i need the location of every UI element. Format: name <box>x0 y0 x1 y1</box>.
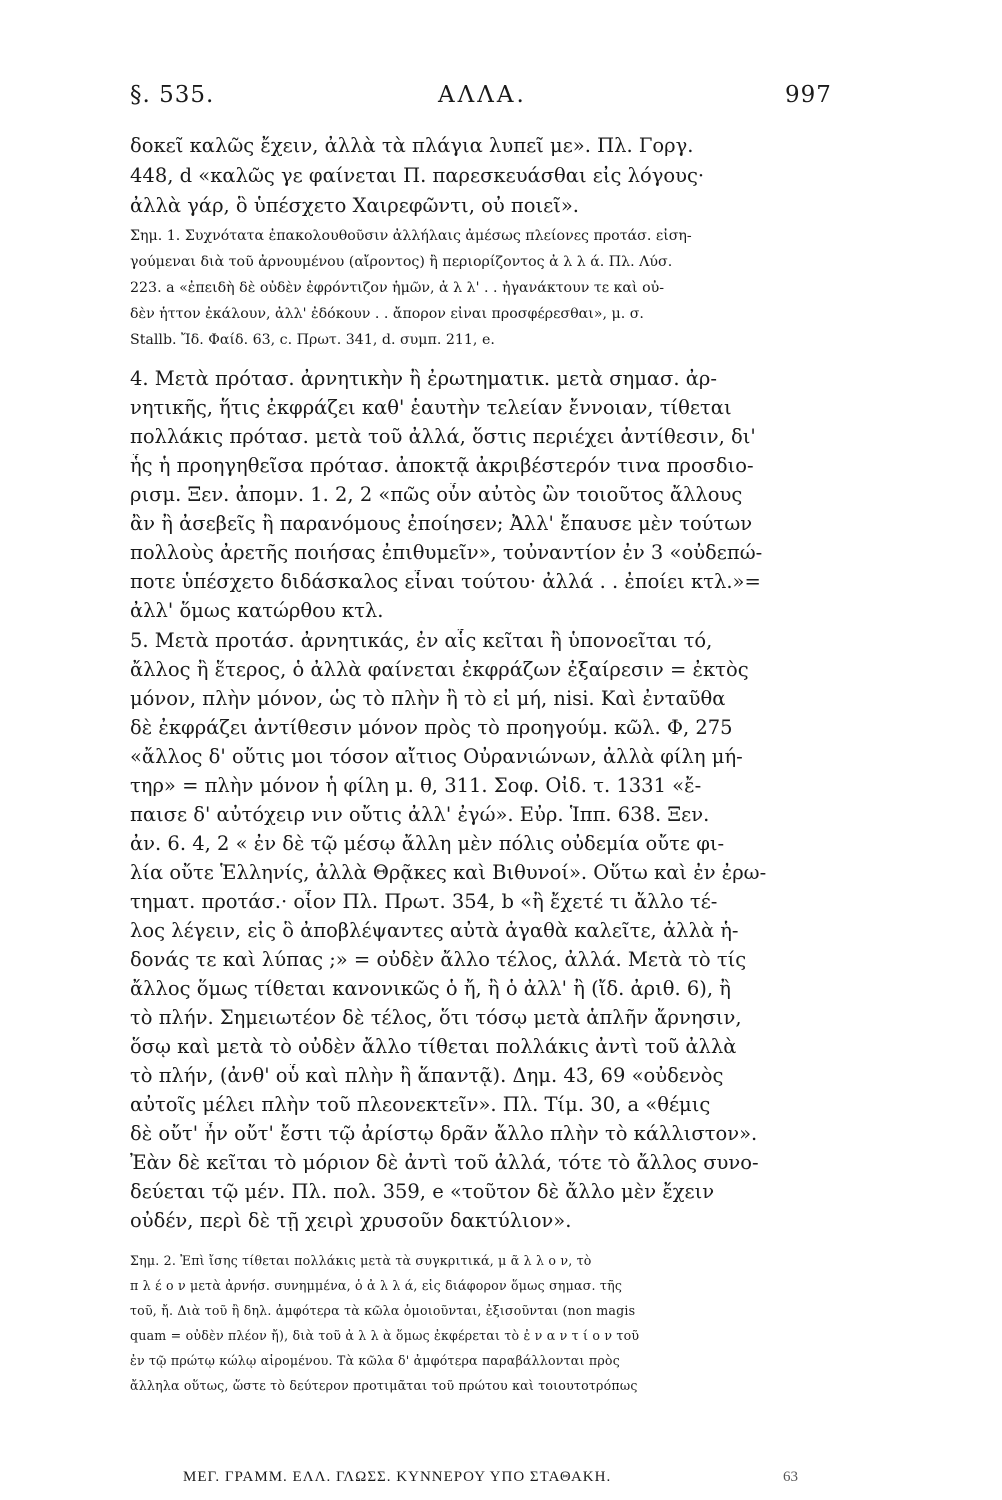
text-line: 4. Μετὰ πρότασ. ἀρνητικὴν ἢ ἐρωτηματικ. μετὰ σημασ. ἀρ- <box>130 367 717 390</box>
note-line: Σημ. 1. Συχνότατα ἐπακολουθοῦσιν ἀλλήλαις ἀμέσως πλείονες προτάσ. εἰση- <box>130 228 692 244</box>
text-line: ἂν ἢ ἀσεβεῖς ἢ παρανόμους ἐποίησεν; Ἀλλ' ἔπαυσε μὲν τούτων <box>130 512 753 535</box>
text-line: ἧς ἡ προηγηθεῖσα πρότασ. ἀποκτᾷ ἀκριβέστερόν τινα προσδιο- <box>130 454 754 477</box>
section-number: §. 535. <box>130 82 215 108</box>
text-line: πολλοὺς ἀρετῆς ποιήσας ἐπιθυμεῖν», τοὐναντίον ἐν 3 «οὐδεπώ- <box>130 541 763 564</box>
note-line: ἐν τῷ πρώτῳ κώλῳ αἱρομένου. Τὰ κῶλα δ' ἀμφότερα παραβάλλονται πρὸς <box>130 1353 620 1368</box>
text-line: μόνον, πλὴν μόνον, ὡς τὸ πλὴν ἢ τὸ εἰ μή, nisi. Καὶ ἐνταῦθα <box>130 687 726 710</box>
text-line: ἀλλὰ γάρ, ὃ ὑπέσχετο Χαιρεφῶντι, οὐ ποιεῖ». <box>130 194 579 217</box>
text-line: αὐτοῖς μέλει πλὴν τοῦ πλεονεκτεῖν». Πλ. Τίμ. 30, a «θέμις <box>130 1093 711 1116</box>
text-line: δοκεῖ καλῶς ἔχειν, ἀλλὰ τὰ πλάγια λυπεῖ με». Πλ. Γοργ. <box>130 134 694 157</box>
text-line: δὲ οὔτ' ἦν οὔτ' ἔστι τῷ ἀρίστῳ δρᾶν ἄλλο πλὴν τὸ κάλλιστον». <box>130 1122 758 1145</box>
note-line: quam = οὐδὲν πλέον ἤ), διὰ τοῦ ἀ λ λ ὰ ὅμως ἐκφέρεται τὸ ἐ ν α ν τ ί ο ν τοῦ <box>130 1328 640 1343</box>
text-line: τηρ» = πλὴν μόνον ἡ φίλη μ. θ, 311. Σοφ. Οἰδ. τ. 1331 «ἔ- <box>130 774 702 797</box>
note-line: Σημ. 2. Ἐπὶ ἴσης τίθεται πολλάκις μετὰ τὰ συγκριτικά, μ ᾶ λ λ ο ν, τὸ <box>130 1253 592 1268</box>
text-line: ἄλλος ἢ ἕτερος, ὁ ἀλλὰ φαίνεται ἐκφράζων ἐξαίρεσιν = ἐκτὸς <box>130 658 749 681</box>
text-line: λος λέγειν, εἰς ὃ ἀποβλέψαντες αὐτὰ ἀγαθὰ καλεῖτε, ἀλλὰ ἡ- <box>130 919 739 942</box>
text-line: τηματ. προτάσ.· οἷον Πλ. Πρωτ. 354, b «ἢ ἔχετέ τι ἄλλο τέ- <box>130 890 718 913</box>
text-line: ἄλλος ὅμως τίθεται κανονικῶς ὁ ἤ, ἢ ὁ ἀλλ' ἢ (ἴδ. ἀριθ. 6), ἢ <box>130 977 731 1000</box>
text-line: παισε δ' αὐτόχειρ νιν οὔτις ἀλλ' ἐγώ». Εὐρ. Ἱππ. 638. Ξεν. <box>130 803 710 826</box>
note-line: Stallb. Ἴδ. Φαίδ. 63, c. Πρωτ. 341, d. συμπ. 211, e. <box>130 332 495 348</box>
text-line: «ἄλλος δ' οὔτις μοι τόσον αἴτιος Οὐρανιώνων, ἀλλὰ φίλη μή- <box>130 745 743 768</box>
text-line: ρισμ. Ξεν. ἀπομν. 1. 2, 2 «πῶς οὖν αὐτὸς ὢν τοιοῦτος ἄλλους <box>130 483 743 506</box>
text-line: δὲ ἐκφράζει ἀντίθεσιν μόνον πρὸς τὸ προηγούμ. κῶλ. Φ, 275 <box>130 716 733 739</box>
text-line: δεύεται τῷ μέν. Πλ. πολ. 359, e «τοῦτον δὲ ἄλλο μὲν ἔχειν <box>130 1180 715 1203</box>
text-line: νητικῆς, ἥτις ἐκφράζει καθ' ἑαυτὴν τελείαν ἔννοιαν, τίθεται <box>130 396 732 419</box>
note-line: 223. a «ἐπειδὴ δὲ οὐδὲν ἐφρόντιζον ἡμῶν, ἀ λ λ' . . ἠγανάκτουν τε καὶ οὐ- <box>130 280 665 296</box>
text-line: τὸ πλήν. Σημειωτέον δὲ τέλος, ὅτι τόσῳ μετὰ ἁπλῆν ἄρνησιν, <box>130 1006 742 1029</box>
note-line: π λ έ ο ν μετὰ ἀρνήσ. συνημμένα, ὁ ἀ λ λ ά, εἰς διάφορον ὅμως σημασ. τῆς <box>130 1278 623 1293</box>
note-line: δὲν ἧττον ἐκάλουν, ἀλλ' ἐδόκουν . . ἄπορον εἶναι προσφέρεσθαι», μ. σ. <box>130 306 644 322</box>
text-line: τὸ πλήν, (ἀνθ' οὗ καὶ πλὴν ἢ ἅπαντᾷ). Δημ. 43, 69 «οὐδενὸς <box>130 1064 724 1087</box>
note-line: γούμεναι διὰ τοῦ ἀρνουμένου (αἴροντος) ἢ περιορίζοντος ἀ λ λ ά. Πλ. Λύσ. <box>130 254 673 270</box>
text-line: ἀλλ' ὅμως κατώρθου κτλ. <box>130 599 384 622</box>
running-title: ΑΛΛΑ. <box>438 82 527 108</box>
text-line: 5. Μετὰ προτάσ. ἀρνητικάς, ἐν αἷς κεῖται ἢ ὑπονοεῖται τό, <box>130 629 713 652</box>
sheet-number: 63 <box>783 1469 798 1485</box>
page-number: 997 <box>785 82 832 108</box>
text-line: Ἐὰν δὲ κεῖται τὸ μόριον δὲ ἀντὶ τοῦ ἀλλά, τότε τὸ ἄλλος συνο- <box>130 1151 759 1174</box>
text-line: ποτε ὑπέσχετο διδάσκαλος εἶναι τούτου· ἀλλά . . ἐποίει κτλ.»= <box>130 570 761 593</box>
text-line: δονάς τε καὶ λύπας ;» = οὐδὲν ἄλλο τέλος, ἀλλά. Μετὰ τὸ τίς <box>130 948 747 971</box>
note-line: τοῦ, ἤ. Διὰ τοῦ ἢ δηλ. ἀμφότερα τὰ κῶλα ὁμοιοῦνται, ἐξισοῦνται (non magis <box>130 1303 636 1318</box>
text-line: ὅσῳ καὶ μετὰ τὸ οὐδὲν ἄλλο τίθεται πολλάκις ἀντὶ τοῦ ἀλλὰ <box>130 1035 737 1058</box>
text-line: πολλάκις πρότασ. μετὰ τοῦ ἀλλά, ὅστις περιέχει ἀντίθεσιν, δι' <box>130 425 756 448</box>
printer-signature: ΜΕΓ. ΓΡΑΜΜ. ΕΛΛ. ΓΛΩΣΣ. ΚΥΝΝΕΡΟΥ ΥΠΟ ΣΤΑΘΑΚΗ. <box>183 1469 612 1485</box>
text-line: ἀν. 6. 4, 2 « ἐν δὲ τῷ μέσῳ ἄλλη μὲν πόλις οὐδεμία οὔτε φι- <box>130 832 725 855</box>
text-line: λία οὔτε Ἑλληνίς, ἀλλὰ Θρᾷκες καὶ Βιθυνοί». Οὕτω καὶ ἐν ἐρω- <box>130 861 767 884</box>
text-line: οὐδέν, περὶ δὲ τῇ χειρὶ χρυσοῦν δακτύλιον». <box>130 1209 572 1232</box>
text-line: 448, d «καλῶς γε φαίνεται Π. παρεσκευάσθαι εἰς λόγους· <box>130 164 705 187</box>
note-line: ἄλληλα οὕτως, ὥστε τὸ δεύτερον προτιμᾶται τοῦ πρώτου καὶ τοιουτοτρόπως <box>130 1378 638 1393</box>
